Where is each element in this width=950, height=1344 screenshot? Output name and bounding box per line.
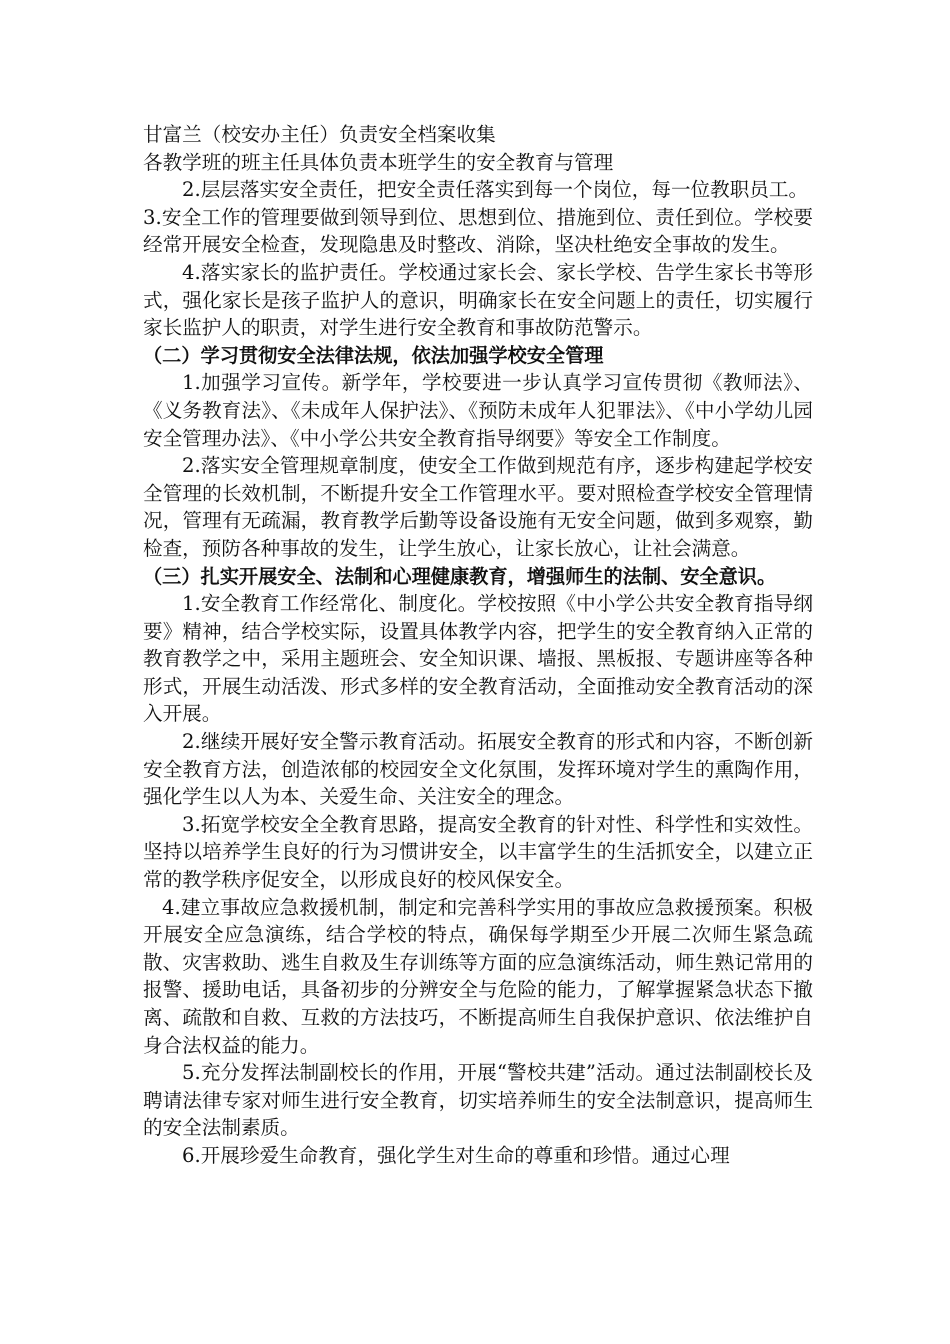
paragraph-10: 3.拓宽学校安全全教育思路，提高安全教育的针对性、科学性和实效性。坚持以培养学生良好的行为习惯讲安全，以丰富学生的生活抓安全，以建立正常的教学秩序促安全，以形成良好的校风保安全。 xyxy=(143,812,813,892)
paragraph-12: 5.充分发挥法制副校长的作用，开展“警校共建”活动。通过法制副校长及聘请法律专家对师生进行安全教育，切实培养师生的安全法制意识，提高师生的安全法制素质。 xyxy=(143,1061,813,1140)
paragraph-9: 2.继续开展好安全警示教育活动。拓展安全教育的形式和内容，不断创新安全教育方法，创造浓郁的校园安全文化氛围，发挥环境对学生的熏陶作用，强化学生以人为本、关爱生命、关注安全的理念。 xyxy=(143,730,813,809)
paragraph-3: 2.层层落实安全责任，把安全责任落实到每一个岗位，每一位教职员工。 xyxy=(182,178,809,202)
paragraph-7: 2.落实安全管理规章制度，使安全工作做到规范有序，逐步构建起学校安全管理的长效机制，不断提升安全工作管理水平。要对照检查学校安全管理情况，管理有无疏漏，教育教学后勤等设备设施有无安全问题，做到多观察，勤检查，预防各种事故的发生，让学生放心，让家长放心，让社会满意。 xyxy=(143,454,813,560)
document-page xyxy=(143,121,813,1170)
section-heading-2: （二）学习贯彻安全法律法规，依法加强学校安全管理 xyxy=(143,343,604,367)
paragraph-4: 3.安全工作的管理要做到领导到位、思想到位、措施到位、责任到位。学校要经常开展安全检查，发现隐患及时整改、消除，坚决杜绝安全事故的发生。 xyxy=(143,205,813,257)
paragraph-13: 6.开展珍爱生命教育，强化学生对生命的尊重和珍惜。通过心理 xyxy=(182,1143,730,1167)
paragraph-1: 甘富兰（校安办主任）负责安全档案收集 xyxy=(143,123,496,146)
paragraph-5: 4.落实家长的监护责任。学校通过家长会、家长学校、告学生家长书等形式，强化家长是孩子监护人的意识，明确家长在安全问题上的责任，切实履行家长监护人的职责，对学生进行安全教育和事故防范警示。 xyxy=(143,260,813,340)
section-heading-3: （三）扎实开展安全、法制和心理健康教育，增强师生的法制、安全意识。 xyxy=(143,564,777,588)
paragraph-2: 各教学班的班主任具体负责本班学生的安全教育与管理 xyxy=(143,150,614,174)
paragraph-8: 1.安全教育工作经常化、制度化。学校按照《中小学公共安全教育指导纲要》精神，结合学校实际，设置具体教学内容，把学生的安全教育纳入正常的教育教学之中，采用主题班会、安全知识课、墙报、黑板报、专题讲座等各种形式，开展生动活泼、形式多样的安全教育活动，全面推动安全教育活动的深入开展。 xyxy=(143,592,813,726)
paragraph-11: 4.建立事故应急救援机制，制定和完善科学实用的事故应急救援预案。积极开展安全应急演练，结合学校的特点，确保每学期至少开展二次师生紧急疏散、灾害救助、逃生自救及生存训练等方面的应急演练活动，师生熟记常用的报警、援助电话，具备初步的分辨安全与危险的能力，了解掌握紧急状态下撤离、疏散和自救、互救的方法技巧，不断提高师生自我保护意识、依法维护自身合法权益的能力。 xyxy=(143,895,813,1057)
paragraph-6: 1.加强学习宣传。新学年，学校要进一步认真学习宣传贯彻《教师法》、《义务教育法》、《未成年人保护法》、《预防未成年人犯罪法》、《中小学幼儿园安全管理办法》、《中小学公共安全教育指导纲要》等安全工作制度。 xyxy=(143,371,813,450)
